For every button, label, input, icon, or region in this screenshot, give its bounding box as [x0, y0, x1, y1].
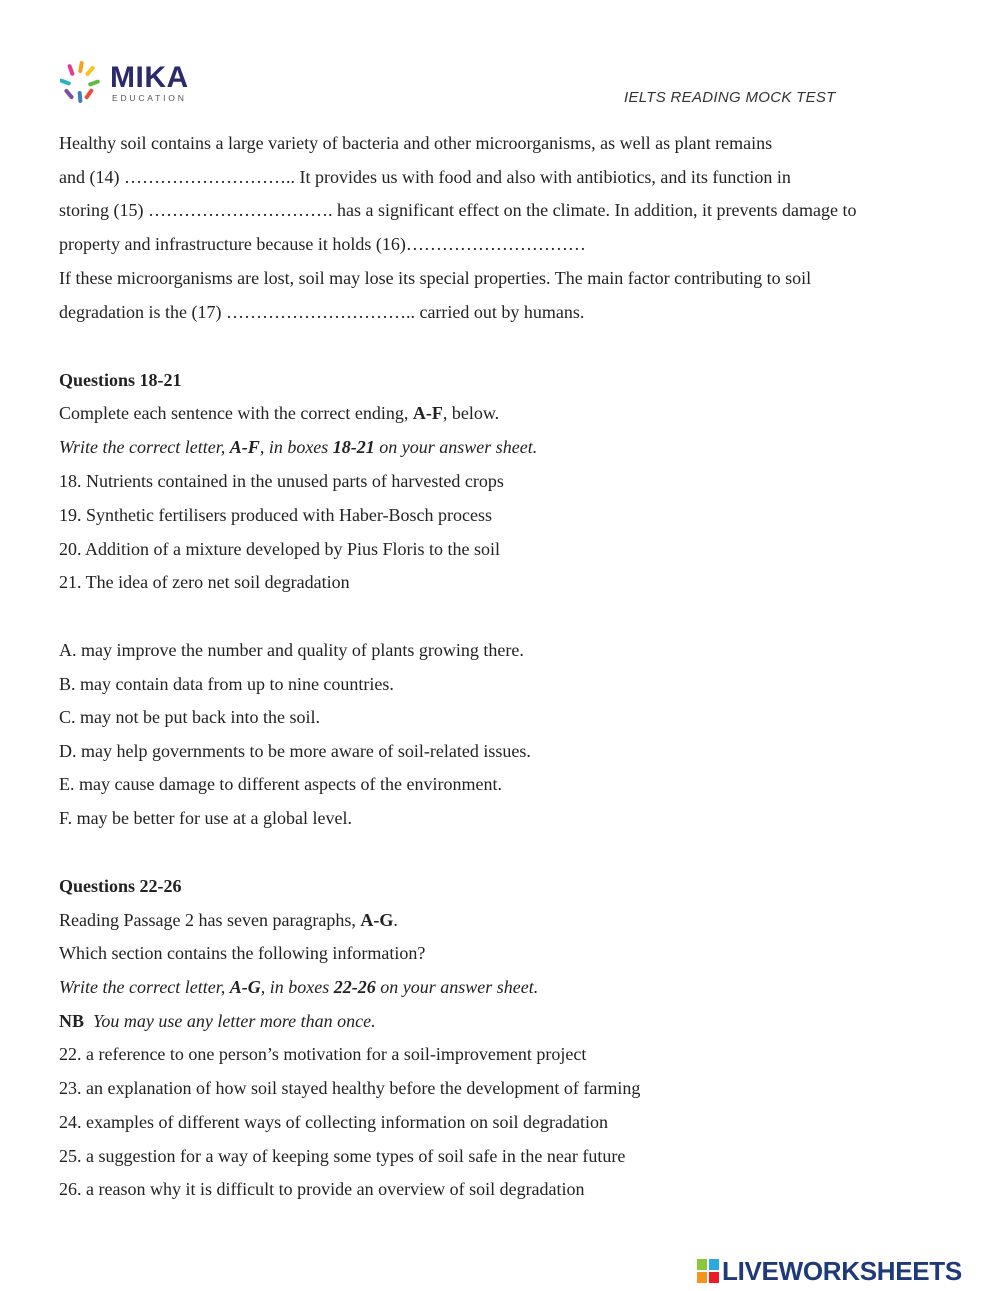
logo-subtitle: EDUCATION: [112, 93, 187, 103]
logo-name: MIKA: [110, 61, 189, 94]
ending-option: A. may improve the number and quality of plants growing there.: [59, 640, 524, 660]
section-heading: Questions 18-21: [59, 370, 182, 390]
question-item: 18. Nutrients contained in the unused parts of harvested crops: [59, 471, 504, 491]
section-heading: Questions 22-26: [59, 876, 182, 896]
question-item: 22. a reference to one person’s motivation for a soil-improvement project: [59, 1044, 587, 1064]
summary-line: storing (15) …………………………. has a significant effect on the climate. In addition, it prevents damage to: [59, 200, 857, 220]
ending-option: E. may cause damage to different aspects of the environment.: [59, 774, 503, 794]
mika-logo: [60, 60, 190, 106]
answer-sheet-instruction: Write the correct letter, A-F, in boxes 18-21 on your answer sheet.: [59, 437, 538, 457]
nb-note: [59, 1010, 376, 1032]
ending-option: F. may be better for use at a global level.: [59, 808, 352, 828]
question-item: 21. The idea of zero net soil degradation: [59, 572, 350, 592]
question-item: 20. Addition of a mixture developed by Pius Floris to the soil: [59, 539, 500, 559]
ending-option: B. may contain data from up to nine countries.: [59, 674, 394, 694]
header-title: IELTS READING MOCK TEST: [624, 89, 836, 106]
question-item: 23. an explanation of how soil stayed healthy before the development of farming: [59, 1078, 641, 1098]
nb-text: You may use any letter more than once.: [93, 1011, 376, 1031]
nb-label: NB: [59, 1011, 85, 1031]
summary-line: degradation is the (17) ………………………….. carried out by humans.: [59, 302, 585, 322]
ending-option: D. may help governments to be more aware of soil-related issues.: [59, 741, 531, 761]
question-item: 25. a suggestion for a way of keeping some types of soil safe in the near future: [59, 1146, 626, 1166]
instruction: Which section contains the following information?: [59, 943, 426, 963]
mika-logo-icon: [60, 60, 106, 106]
question-item: 19. Synthetic fertilisers produced with Haber-Bosch process: [59, 505, 493, 525]
ending-option: C. may not be put back into the soil.: [59, 707, 320, 727]
question-item: 26. a reason why it is difficult to provide an overview of soil degradation: [59, 1179, 585, 1199]
answer-sheet-instruction: Write the correct letter, A-G, in boxes 22-26 on your answer sheet.: [59, 977, 539, 997]
summary-line: and (14) ……………………….. It provides us with food and also with antibiotics, and its function in: [59, 167, 791, 187]
liveworksheets-watermark: [697, 1256, 997, 1286]
summary-line: If these microorganisms are lost, soil may lose its special properties. The main factor contributing to soil: [59, 268, 812, 288]
liveworksheets-logo-icon: [697, 1259, 719, 1283]
summary-line: property and infrastructure because it holds (16)…………………………: [59, 234, 586, 254]
question-item: 24. examples of different ways of collecting information on soil degradation: [59, 1112, 609, 1132]
summary-line: Healthy soil contains a large variety of bacteria and other microorganisms, as well as plant remains: [59, 133, 773, 153]
instruction: Reading Passage 2 has seven paragraphs, A-G.: [59, 910, 398, 930]
instruction: Complete each sentence with the correct ending, A-F, below.: [59, 403, 500, 423]
watermark-text: LIVEWORKSHEETS: [722, 1256, 962, 1286]
